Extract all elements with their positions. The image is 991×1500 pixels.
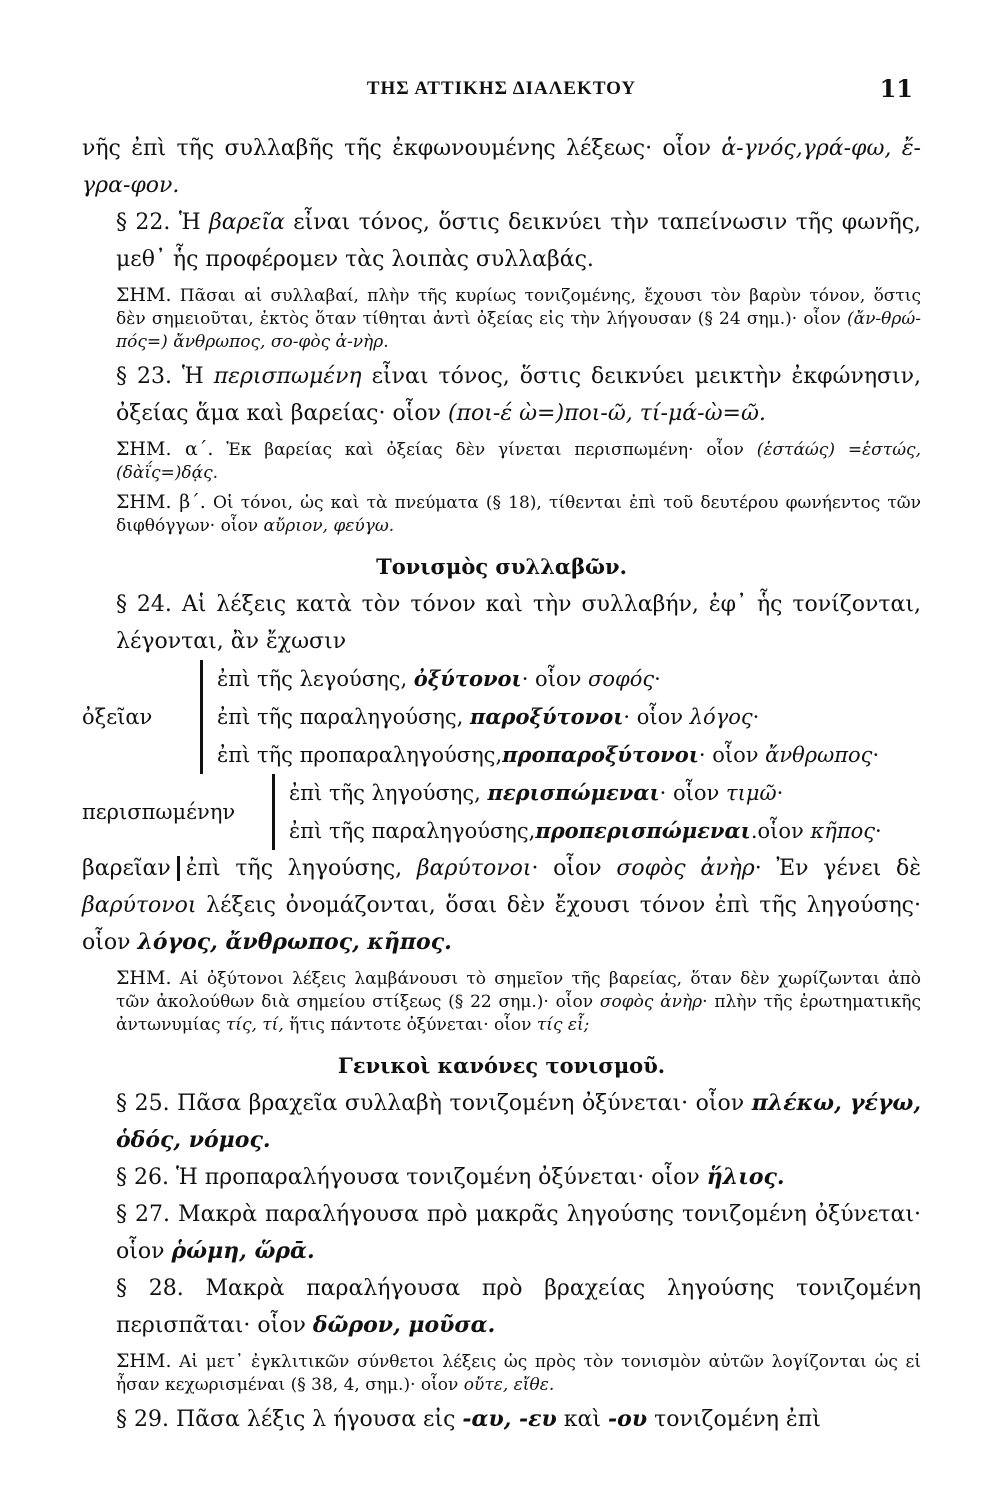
text: νῆς ἐπὶ τῆς συλλαβῆς τῆς ἐκφωνουμένης λέξεως· οἷον	[82, 136, 722, 161]
section-number: § 27.	[116, 1202, 171, 1227]
section-29: § 29. Πᾶσα λέξις λ ήγουσα εἰς -αυ, -ευ καὶ -ου τονιζομένη ἐπὶ	[116, 1406, 821, 1432]
section-number: § 25.	[116, 1091, 170, 1116]
section-number: § 29.	[116, 1407, 169, 1432]
note-label: ΣΗΜ. α΄.	[116, 438, 214, 460]
section-number: § 22.	[116, 210, 171, 235]
group-label: βαρεῖαν	[82, 856, 171, 881]
group-line: ἐπὶ τῆς προπαραληγούσης,προπαροξύτονοι· οἷον ἄνθρωπος·	[217, 742, 880, 767]
section-number: § 23.	[116, 364, 172, 389]
group-lines	[272, 774, 882, 850]
note-4: ΣΗΜ. Αἱ ὀξύτονοι λέξεις λαμβάνουσι τὸ σημεῖον τῆς βαρείας, ὅταν δὲν χωρίζωνται ἀπὸ τῶν ἀκολούθων διὰ σημείου στίξεως (§ 22 σημ.)· οἷον σοφὸς ἀνὴρ· πλὴν τῆς ἐρωτηματικῆς ἀντωνυμίας τίς, τί, ἥτις πάντοτε ὀξύνεται· οἷον τίς εἶ;	[116, 967, 921, 1035]
perispomeni-group	[82, 774, 921, 850]
term-text: περισπωμένη	[213, 364, 362, 389]
example-text: (ἑστάώς) =ἑστώς, (δὰΐς=)δᾴς.	[116, 440, 921, 483]
example-text: (ἄν-θρώ-πός=) ἄνθρωπος, σο-φὸς ἀ-νὴρ.	[116, 309, 921, 352]
section-number: § 28.	[116, 1276, 184, 1301]
example-text: ἁ-γνός,γρά-φω, ἔ-γρα-φον.	[82, 136, 921, 198]
note-label: ΣΗΜ.	[116, 284, 172, 306]
page-body	[82, 130, 921, 1438]
section-23	[82, 358, 921, 432]
section-28: § 28. Μακρὰ παραλήγουσα πρὸ βραχείας ληγούσης τονιζομένη περισπᾶται· οἷον δῶρον, μοῦσα.	[116, 1276, 922, 1338]
group-line: ἐπὶ τῆς λεγούσης, ὀξύτονοι· οἷον σοφός·	[217, 666, 661, 691]
term-text: βαρεῖα	[209, 210, 285, 235]
paragraph-continuation	[82, 130, 921, 204]
text: εἶναι τόνος, ὅστις δεικνύει μεικτὴν ἐκφώνησιν, ὀξείας ἅμα καὶ βαρείας· οἷον	[116, 364, 922, 426]
section-27: § 27. Μακρὰ παραλήγουσα πρὸ μακρᾶς ληγούσης τονιζομένη ὀξύνεται· οἷον ῥώμη, ὥρᾱ.	[116, 1202, 922, 1264]
page-header	[82, 74, 921, 108]
section-number: § 24.	[116, 592, 172, 617]
bareia-paragraph: βαρεῖαν ἐπὶ τῆς ληγούσης, βαρύτονοι· οἷον σοφὸς ἀνὴρ· Ἐν γένει δὲ βαρύτονοι λέξεις ὀνομάζονται, ὅσαι δὲν ἔχουσι τόνον ἐπὶ τῆς ληγούσης· οἷον λόγος, ἄνθρωπος, κῆπος.	[82, 856, 921, 955]
text: Ἡ	[178, 210, 210, 235]
text: Ἐκ βαρείας καὶ ὀξείας δὲν γίνεται περισπωμένη· οἷον	[213, 440, 757, 460]
section-24	[82, 586, 921, 660]
group-line: ἐπὶ τῆς παραληγούσης,προπερισπώμεναι.οἷον κῆπος·	[289, 818, 882, 843]
group-label: ὀξεῖαν	[82, 705, 153, 729]
brace-bar	[177, 856, 180, 881]
section-number: § 26.	[116, 1165, 169, 1190]
oxeia-group	[82, 660, 921, 774]
note-label: ΣΗΜ. β΄.	[116, 491, 206, 513]
heading-syllable-accent: Τονισμὸς συλλαβῶν.	[376, 554, 627, 579]
text: εἶναι τόνος, ὅστις δεικνύει τὴν ταπείνωσιν τῆς φωνῆς, μεθ᾽ ἧς προφέρομεν τὰς λοιπὰς συλλαβάς.	[116, 210, 922, 272]
running-head: ΤΗΣ ΑΤΤΙΚΗΣ ΔΙΑΛΕΚΤΟΥ	[366, 78, 637, 99]
text: Αἱ λέξεις κατὰ τὸν τόνον καὶ τὴν συλλαβήν, ἐφ᾽ ἧς τονίζονται, λέγονται, ἂν ἔχωσιν	[116, 592, 921, 654]
example-text: αὔριον, φεύγω.	[263, 516, 395, 536]
group-lines	[200, 660, 879, 774]
note-2	[82, 438, 921, 485]
page-number: 11	[879, 74, 913, 103]
section-22	[82, 204, 921, 278]
note-1	[82, 284, 921, 354]
note-3	[82, 491, 921, 538]
note-5: ΣΗΜ. Αἱ μετ᾽ ἐγκλιτικῶν σύνθετοι λέξεις ὡς πρὸς τὸν τονισμὸν αὐτῶν λογίζονται ὡς εἰ ἦσαν κεχωρισμέναι (§ 38, 4, σημ.)· οἷον οὔτε, εἴθε.	[116, 1350, 921, 1395]
note-label: ΣΗΜ.	[116, 1350, 172, 1372]
section-26: § 26. Ἡ προπαραλήγουσα τονιζομένη ὀξύνεται· οἷον ἥλιος.	[116, 1164, 785, 1190]
text: Οἱ τόνοι, ὡς καὶ τὰ πνεύματα (§ 18), τίθενται ἐπὶ τοῦ δευτέρου φωνήεντος τῶν διφθόγγων· οἷον	[116, 493, 921, 536]
group-line: ἐπὶ τῆς παραληγούσης, παροξύτονοι· οἷον λόγος·	[217, 704, 760, 729]
note-label: ΣΗΜ.	[116, 967, 172, 989]
group-label: περισπωμένην	[82, 800, 236, 824]
section-25: § 25. Πᾶσα βραχεῖα συλλαβὴ τονιζομένη ὀξύνεται· οἷον πλέκω, γέγω, ὁδός, νόμος.	[116, 1090, 921, 1153]
heading-general-rules: Γενικοὶ κανόνες τονισμοῦ.	[337, 1053, 666, 1078]
text: Ἡ	[181, 364, 214, 389]
group-line: ἐπὶ τῆς ληγούσης, περισπώμεναι· οἷον τιμῶ·	[289, 780, 784, 805]
example-text: (ποι-έ ὼ=)ποι-ῶ, τί-μά-ὼ=ῶ.	[447, 401, 766, 426]
text: Πᾶσαι αἱ συλλαβαί, πλὴν τῆς κυρίως τονιζομένης, ἔχουσι τὸν βαρὺν τόνον, ὅστις δὲν σημειοῦται, ἐκτὸς ὅταν τίθηται ἀντὶ ὀξείας εἰς τὴν λήγουσαν (§ 24 σημ.)· οἷον	[116, 286, 921, 329]
